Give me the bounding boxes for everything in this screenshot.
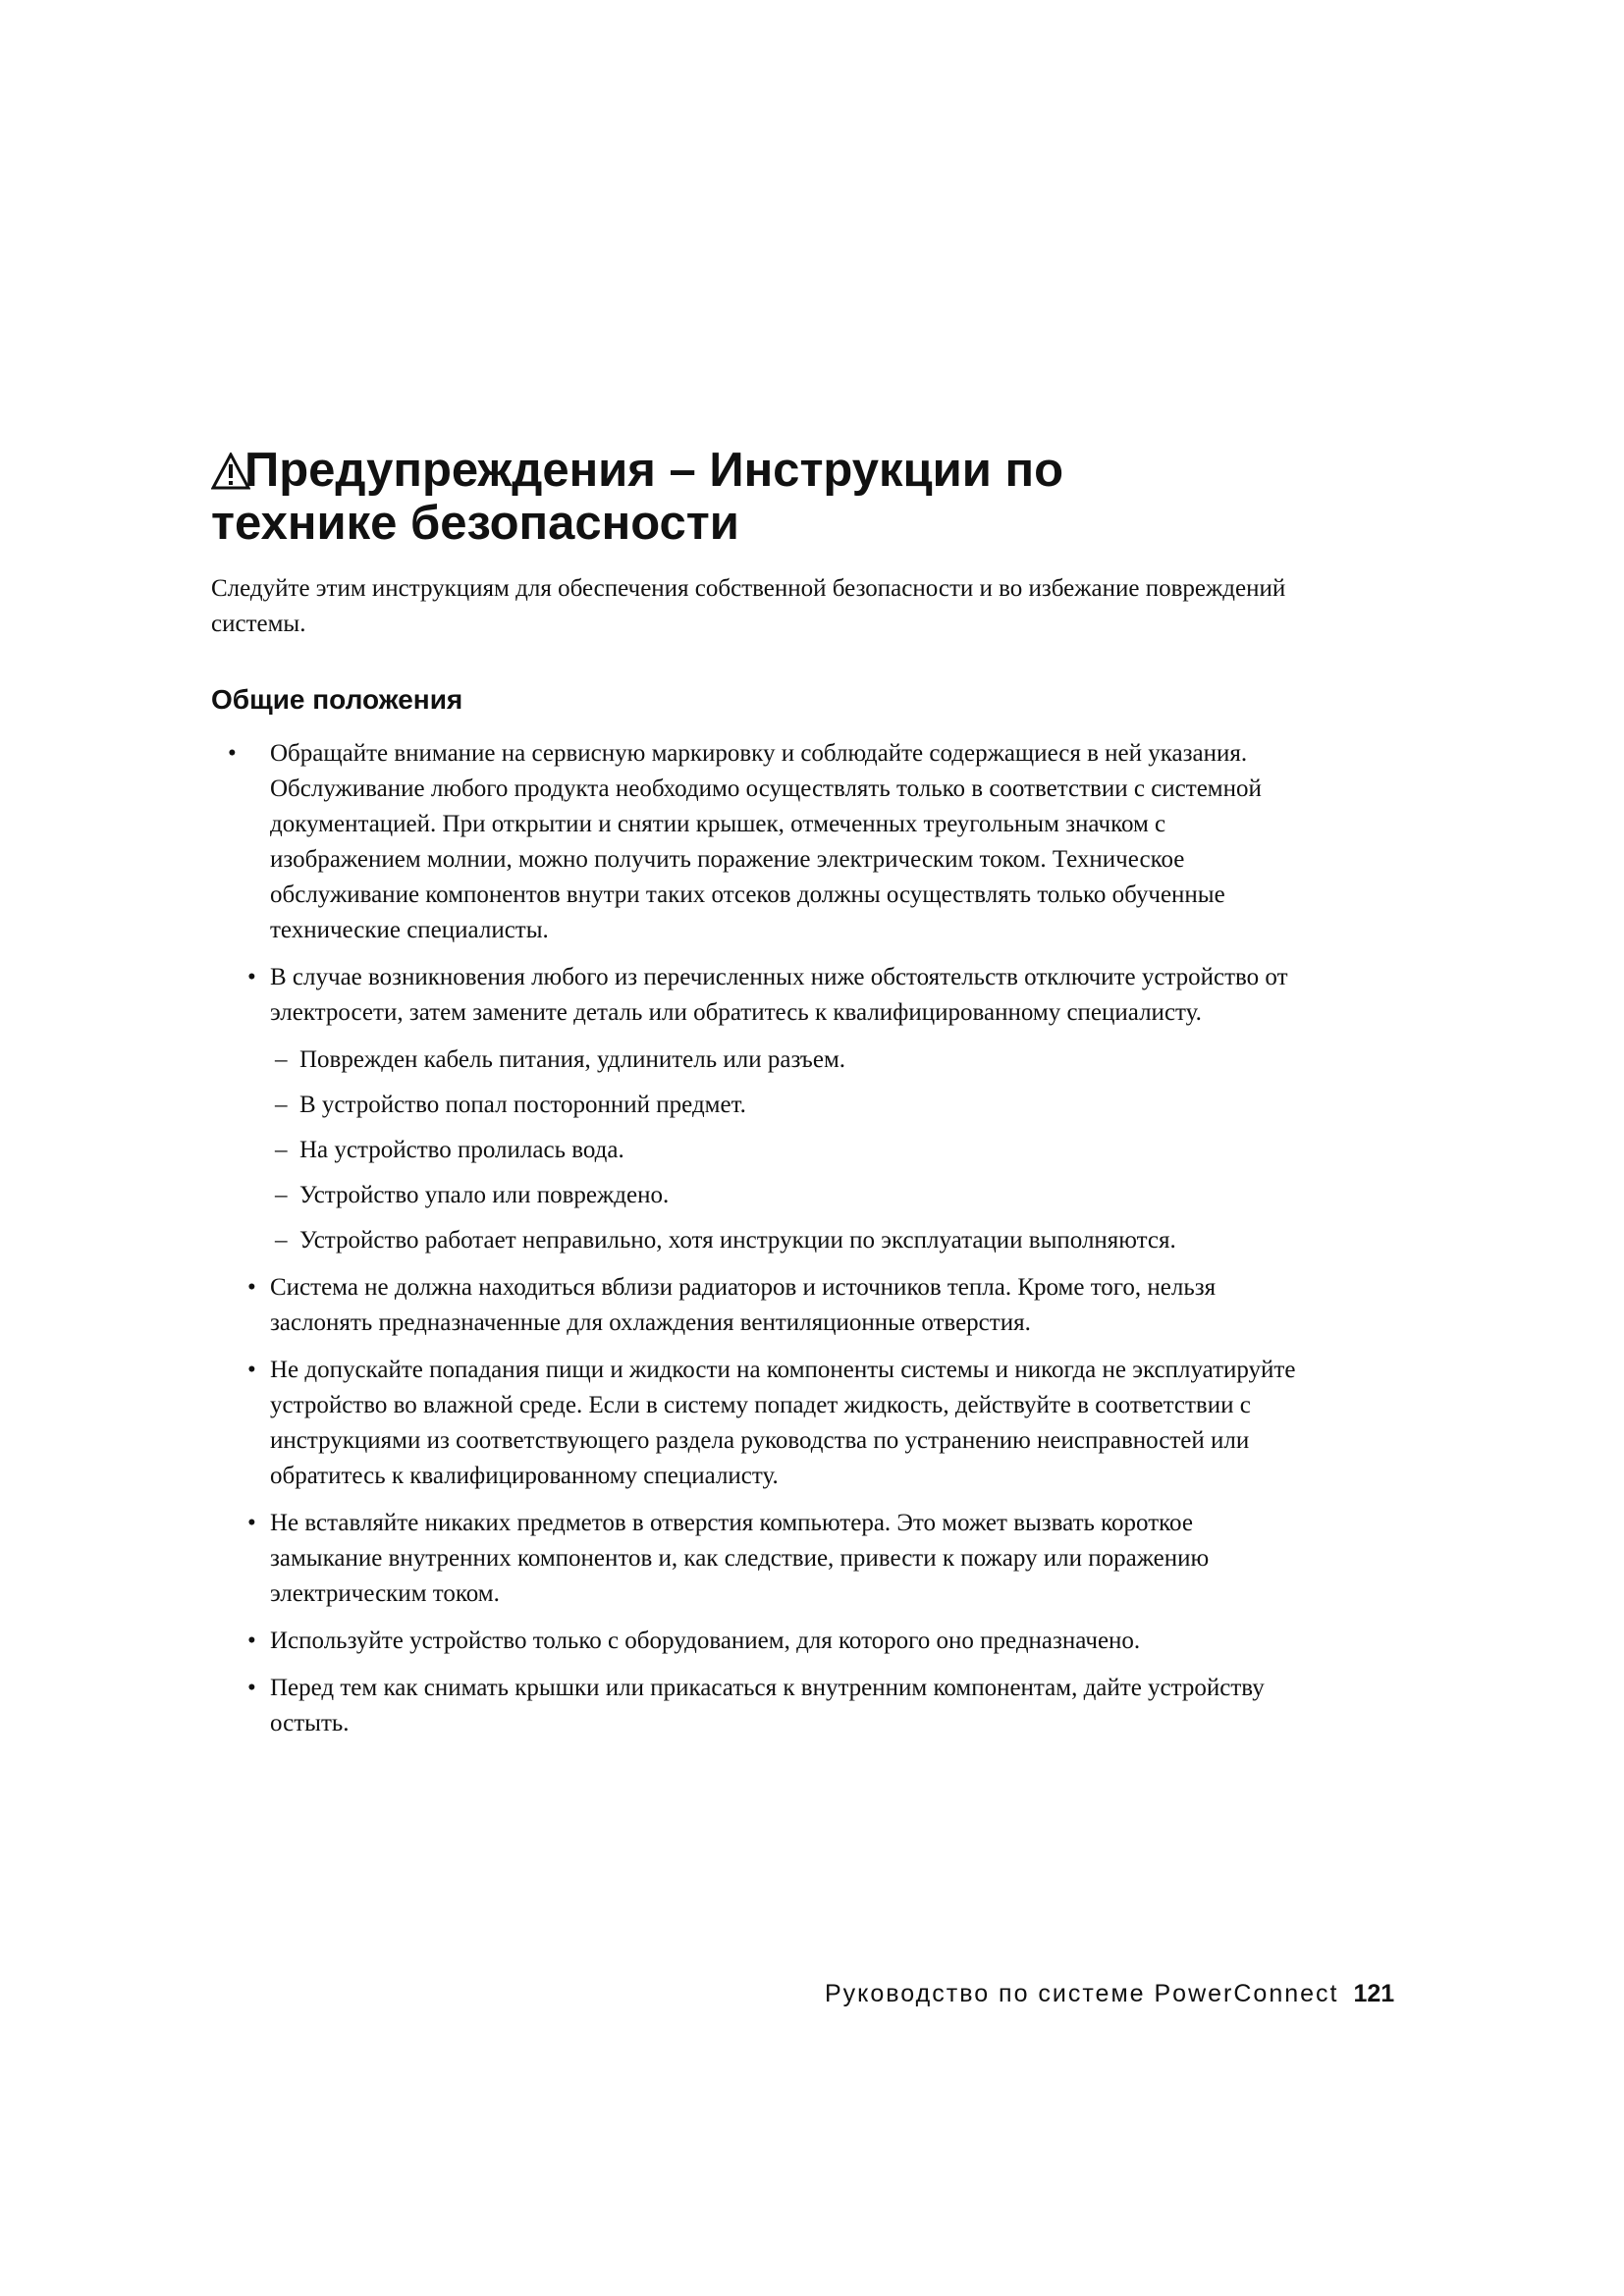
footer-title: Руководство по системе PowerConnect [825, 1980, 1339, 2007]
sublist-text: Поврежден кабель питания, удлинитель или разъем. [299, 1046, 846, 1073]
sublist-text: Устройство работает неправильно, хотя инструкции по эксплуатации выполняются. [299, 1227, 1176, 1254]
bullet-text: Обращайте внимание на сервисную маркировку и соблюдайте содержащиеся в ней указания. Обслуживание любого продукта необходимо осуществлять только в соответствии с системной документацией. При открытии и снятии крышек, отмеченных треугольным значком с изображением молнии, можно получить поражение электрическим током. Техническое обслуживание компонентов внутри таких отсеков должны осуществлять только обученные технические специалисты. [270, 740, 1262, 943]
page-number: 121 [1353, 1980, 1395, 2007]
bullet-item [211, 1353, 1311, 1494]
sublist-item [211, 1178, 1311, 1213]
bullet-text: В случае возникновения любого из перечисленных ниже обстоятельств отключите устройство от электросети, затем замените деталь или обратитесь к квалифицированному специалисту. [270, 964, 1288, 1026]
dash-marker: – [275, 1182, 288, 1208]
bullet-text: Не допускайте попадания пищи и жидкости на компоненты системы и никогда не эксплуатируйте устройство во влажной среде. Если в систему попадет жидкость, действуйте в соответствии с инструкциями из соответствующего раздела руководства по устранению неисправностей или обратитесь к квалифицированному специалисту. [270, 1357, 1296, 1489]
safety-bullet-list [211, 736, 1311, 1741]
title-line-1: Предупреждения – Инструкции по [244, 444, 1064, 497]
bullet-item [211, 1671, 1311, 1741]
bullet-text: Перед тем как снимать крышки или прикасаться к внутренним компонентам, дайте устройству остыть. [270, 1675, 1265, 1736]
sublist-text: Устройство упало или повреждено. [299, 1182, 670, 1208]
sublist-item [211, 1223, 1311, 1258]
bullet-item [211, 1624, 1311, 1659]
dash-marker: – [275, 1137, 288, 1163]
bullet-marker: • [247, 1274, 256, 1301]
bullet-marker: • [247, 1628, 256, 1654]
bullet-item [211, 1270, 1311, 1341]
bullet-marker: • [247, 964, 256, 990]
bullet-item [211, 736, 1311, 948]
sublist-item [211, 1042, 1311, 1078]
section-heading: Общие положения [211, 684, 463, 715]
sublist-text: На устройство пролилась вода. [299, 1137, 624, 1163]
dash-marker: – [275, 1092, 288, 1118]
page-title [211, 444, 1311, 550]
title-line-2: технике безопасности [211, 497, 739, 550]
bullet-text: Система не должна находиться вблизи радиаторов и источников тепла. Кроме того, нельзя заслонять предназначенные для охлаждения вентиляционные отверстия. [270, 1274, 1217, 1336]
condition-sublist [211, 1042, 1311, 1258]
bullet-marker: • [247, 1357, 256, 1383]
dash-marker: – [275, 1227, 288, 1254]
bullet-text: Не вставляйте никаких предметов в отверстия компьютера. Это может вызвать короткое замыкание внутренних компонентов и, как следствие, привести к пожару или поражению электрическим током. [270, 1510, 1210, 1607]
bullet-marker: • [247, 1675, 256, 1701]
bullet-item [211, 960, 1311, 1258]
document-body [211, 444, 1311, 1753]
sublist-item [211, 1133, 1311, 1168]
bullet-marker: • [228, 740, 237, 767]
page-footer [825, 1980, 1394, 2008]
sublist-text: В устройство попал посторонний предмет. [299, 1092, 746, 1118]
bullet-marker: • [247, 1510, 256, 1536]
intro-paragraph: Следуйте этим инструкциям для обеспечения собственной безопасности и во избежание повреждений системы. [211, 575, 1286, 637]
bullet-text: Используйте устройство только с оборудованием, для которого оно предназначено. [270, 1628, 1141, 1654]
sublist-item [211, 1088, 1311, 1123]
dash-marker: – [275, 1046, 288, 1073]
bullet-item [211, 1506, 1311, 1612]
